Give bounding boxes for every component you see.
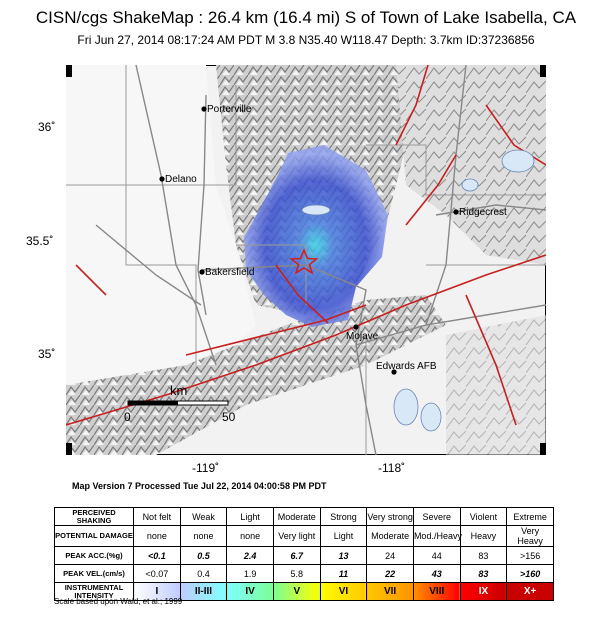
legend-cell: 0.4 <box>180 565 227 583</box>
legend-cell: Violent <box>460 508 507 526</box>
legend-cell: Strong <box>320 508 367 526</box>
legend-cell: Weak <box>180 508 227 526</box>
scale-zero: 0 <box>124 410 131 424</box>
intensity-cell: I <box>134 583 181 601</box>
town-label-edwards-afb: Edwards AFB <box>376 361 437 372</box>
legend-cell: 1.9 <box>227 565 274 583</box>
legend-cell: 83 <box>460 547 507 565</box>
legend-cell: >156 <box>507 547 554 565</box>
legend-cell: none <box>134 526 181 547</box>
shakemap-map <box>66 65 546 455</box>
legend-cell: Very light <box>273 526 320 547</box>
intensity-cell: IV <box>227 583 274 601</box>
legend-cell: 6.7 <box>273 547 320 565</box>
legend-cell: Very strong <box>367 508 414 526</box>
intensity-cell: IX <box>460 583 507 601</box>
legend-cell: 13 <box>320 547 367 565</box>
legend-cell: Mod./Heavy <box>413 526 460 547</box>
legend-cell: 83 <box>460 565 507 583</box>
legend-row-acc <box>55 547 554 565</box>
legend-header-vel: PEAK VEL.(cm/s) <box>55 565 134 583</box>
town-label-ridgecrest: Ridgecrest <box>459 207 507 218</box>
legend-cell: 5.8 <box>273 565 320 583</box>
lon-label-118: -118˚ <box>378 461 406 475</box>
legend-cell: none <box>227 526 274 547</box>
legend-cell: <0.07 <box>134 565 181 583</box>
legend-cell: none <box>180 526 227 547</box>
legend-cell: Not felt <box>134 508 181 526</box>
legend-cell: Very Heavy <box>507 526 554 547</box>
legend-cell: Severe <box>413 508 460 526</box>
legend-row-damage <box>55 526 554 547</box>
legend-cell: 0.5 <box>180 547 227 565</box>
legend-cell: Moderate <box>367 526 414 547</box>
legend-cell: 22 <box>367 565 414 583</box>
legend-row-vel <box>55 565 554 583</box>
intensity-cell: VIII <box>413 583 460 601</box>
town-label-mojave: Mojave <box>346 331 379 342</box>
legend-cell: >160 <box>507 565 554 583</box>
lat-label-35: 35˚ <box>38 347 56 361</box>
legend-cell: Moderate <box>273 508 320 526</box>
legend-row-shaking <box>55 508 554 526</box>
lat-label-35-5: 35.5˚ <box>26 234 54 248</box>
town-label-bakersfield: Bakersfield <box>205 267 255 278</box>
legend-cell: Light <box>227 508 274 526</box>
legend-cell: 2.4 <box>227 547 274 565</box>
legend-cell: 44 <box>413 547 460 565</box>
scale-fifty: 50 <box>222 410 236 424</box>
legend-header-acc: PEAK ACC.(%g) <box>55 547 134 565</box>
town-label-delano: Delano <box>165 174 197 185</box>
lat-label-36: 36˚ <box>38 120 56 134</box>
scale-unit: km <box>170 383 188 398</box>
intensity-cell: VII <box>367 583 414 601</box>
map-version: Map Version 7 Processed Tue Jul 22, 2014 04:00:58 PM PDT <box>72 481 327 491</box>
legend-cell: Light <box>320 526 367 547</box>
legend-cell: <0.1 <box>134 547 181 565</box>
legend-cell: 24 <box>367 547 414 565</box>
lon-label-119: -119˚ <box>192 461 220 475</box>
intensity-cell: V <box>273 583 320 601</box>
legend-cell: 11 <box>320 565 367 583</box>
intensity-cell: X+ <box>507 583 554 601</box>
legend-header-intensity: INSTRUMENTAL INTENSITY <box>55 583 134 601</box>
map-title: CISN/cgs ShakeMap : 26.4 km (16.4 mi) S of Town of Lake Isabella, CA <box>35 8 577 27</box>
intensity-legend-table <box>54 507 554 601</box>
legend-header-shaking: PERCEIVED SHAKING <box>55 508 134 526</box>
town-label-porterville: Porterville <box>207 104 252 115</box>
legend-cell: 43 <box>413 565 460 583</box>
intensity-cell: VI <box>320 583 367 601</box>
event-details: Fri Jun 27, 2014 08:17:24 AM PDT M 3.8 N35.40 W118.47 Depth: 3.7km ID:37236856 <box>77 33 535 47</box>
legend-header-damage: POTENTIAL DAMAGE <box>55 526 134 547</box>
intensity-cell: II-III <box>180 583 227 601</box>
legend-cell: Extreme <box>507 508 554 526</box>
legend-cell: Heavy <box>460 526 507 547</box>
scale-reference-note: Scale based upon Wald, et al.; 1999 <box>54 597 183 606</box>
